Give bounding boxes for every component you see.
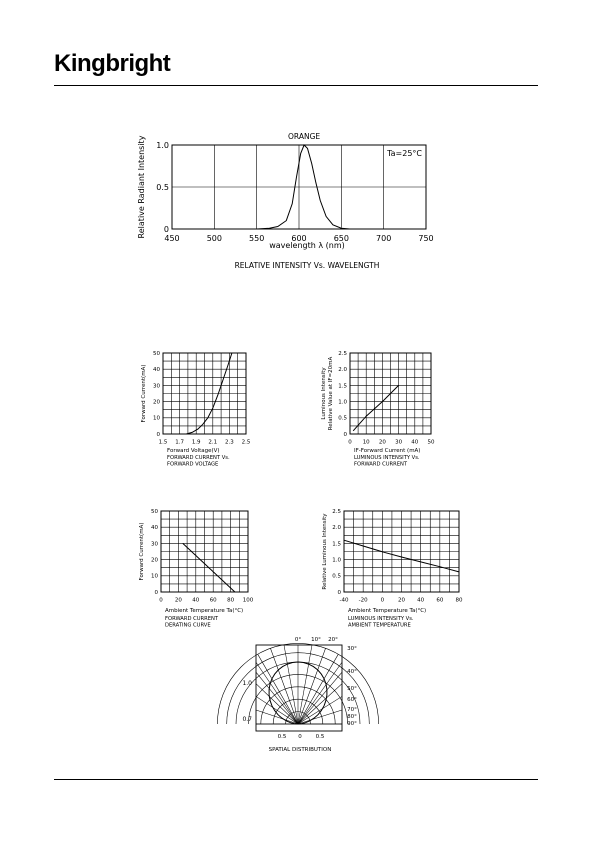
derating-xtick: 20 xyxy=(174,597,182,604)
derating-ytick: 40 xyxy=(151,525,158,532)
spectrum-xtick: 550 xyxy=(249,234,265,243)
spatial-spoke xyxy=(298,662,342,724)
spatial-angle-label: 60° xyxy=(347,697,357,703)
derating-ytick: 10 xyxy=(151,573,158,580)
lumi-temp-ytick: 2.0 xyxy=(332,525,341,532)
derating-ytick: 30 xyxy=(151,541,158,548)
spectrum-xtick: 600 xyxy=(291,234,307,243)
iv-ytick: 50 xyxy=(153,350,160,357)
derating-xtick: 80 xyxy=(227,597,235,604)
lumi-current-ytick: 1.0 xyxy=(338,399,347,406)
iv-ytick: 20 xyxy=(153,399,160,406)
lumi-temp-ytick: 2.5 xyxy=(332,508,341,515)
iv-ytick: 40 xyxy=(153,367,160,374)
spatial-bottom-label: 0.5 xyxy=(277,734,287,740)
spatial-spoke xyxy=(270,648,298,724)
spatial-spoke xyxy=(298,672,342,724)
spatial-angle-label: 0° xyxy=(294,637,302,643)
iv-xtick: 1.5 xyxy=(158,439,168,446)
spectrum-xtick: 450 xyxy=(164,234,180,243)
spatial-angle-label: 10° xyxy=(311,637,321,643)
derating-ytick: 20 xyxy=(151,557,158,564)
derating-xlabel: Ambient Temperature Ta(°C) xyxy=(165,608,244,614)
lumi-temp-xtick: 60 xyxy=(436,597,444,604)
lumi-temp-xlabel: Ambient Temperature Ta(°C) xyxy=(348,608,427,614)
lumi-current-ylabel: Relative Value at IF=20mA xyxy=(328,356,334,431)
iv-xtick: 2.3 xyxy=(225,439,234,446)
spatial-spoke xyxy=(256,696,298,724)
lumi-temp-xtick: 0 xyxy=(380,597,385,604)
spatial-angle-label: 30° xyxy=(347,646,357,652)
lumi-temp-ylabel: Relative Luminous Intensity xyxy=(322,513,328,590)
lumi-current-series-line xyxy=(353,385,398,430)
derating-caption: DERATING CURVE xyxy=(165,622,211,629)
lumi-current-caption: FORWARD CURRENT xyxy=(354,461,408,468)
lumi-temp-caption: LUMINOUS INTENSITY Vs. xyxy=(348,616,414,622)
lumi-current-ytick: 0 xyxy=(343,431,347,438)
spatial-angle-label: 50° xyxy=(347,686,357,692)
lumi-temp-caption: AMBIENT TEMPERATURE xyxy=(348,622,411,629)
lumi-current-ytick: 0.5 xyxy=(338,415,347,422)
spatial-caption: SPATIAL DISTRIBUTION xyxy=(268,747,332,753)
spectrum-ytick: 0 xyxy=(163,224,169,234)
lumi-current-ylabel: Luminous Intensity xyxy=(321,367,327,420)
spatial-spoke xyxy=(256,710,298,724)
iv-ytick: 30 xyxy=(153,383,160,390)
lumi-current-ytick: 2.5 xyxy=(338,350,347,357)
spectrum-ylabel: Relative Radiant Intensity xyxy=(137,135,146,239)
spatial-angle-label: 90° xyxy=(347,721,357,727)
iv-ytick: 0 xyxy=(156,431,160,438)
spectrum-caption: RELATIVE INTENSITY Vs. WAVELENGTH xyxy=(234,261,380,270)
spatial-angle-label: 70° xyxy=(347,707,357,713)
spatial-angle-label: 40° xyxy=(347,669,357,675)
derating-xtick: 60 xyxy=(209,597,217,604)
lumi-temp-xtick: -20 xyxy=(358,597,368,604)
lumi-temp-ytick: 1.5 xyxy=(332,541,341,548)
lumi-current-xtick: 0 xyxy=(348,439,352,446)
lumi-current-caption: LUMINOUS INTENSITY Vs. xyxy=(354,455,420,461)
lumi-temp-xtick: 40 xyxy=(417,597,425,604)
spectrum-xtick: 700 xyxy=(376,234,392,243)
iv-ylabel: Forward Current(mA) xyxy=(141,364,147,423)
spectrum-condition: Ta=25°C xyxy=(387,149,422,158)
spectrum-ytick: 1.0 xyxy=(156,140,169,150)
lumi-current-xtick: 10 xyxy=(362,439,370,446)
lumi-current-xlabel: IF-Forward Current (mA) xyxy=(354,448,421,454)
derating-ylabel: Forward Current(mA) xyxy=(139,522,145,581)
derating-xtick: 40 xyxy=(192,597,200,604)
iv-caption: FORWARD VOLTAGE xyxy=(167,461,219,468)
spatial-radial-label: 1.0 xyxy=(242,680,252,687)
spectrum-xtick: 750 xyxy=(418,234,434,243)
lumi-temp-xtick: -40 xyxy=(339,597,349,604)
iv-xlabel: Forward Voltage(V) xyxy=(167,448,220,454)
lumi-current-xtick: 50 xyxy=(427,439,435,446)
spatial-bottom-label: 0 xyxy=(298,734,302,740)
lumi-temp-xtick: 80 xyxy=(455,597,463,604)
lumi-current-ytick: 1.5 xyxy=(338,383,347,390)
spectrum-annotation: ORANGE xyxy=(288,132,321,141)
spatial-spoke xyxy=(256,672,298,724)
iv-ytick: 10 xyxy=(153,415,160,422)
iv-xtick: 2.1 xyxy=(208,439,218,446)
derating-xtick: 0 xyxy=(159,597,163,604)
iv-xtick: 1.9 xyxy=(191,439,201,446)
spectrum-xtick: 500 xyxy=(206,234,222,243)
lumi-temp-ytick: 1.0 xyxy=(332,557,341,564)
spectrum-ytick: 0.5 xyxy=(156,182,169,192)
spatial-bottom-label: 0.5 xyxy=(315,734,325,740)
spectrum-xlabel: wavelength λ (nm) xyxy=(269,241,345,250)
derating-caption: FORWARD CURRENT xyxy=(165,616,219,622)
lumi-temp-xtick: 20 xyxy=(398,597,405,604)
lumi-current-ytick: 2.0 xyxy=(338,367,347,374)
lumi-current-xtick: 40 xyxy=(411,439,419,446)
lumi-temp-ytick: 0 xyxy=(337,589,341,596)
spatial-angle-label: 20° xyxy=(328,637,338,643)
lumi-temp-ytick: 0.5 xyxy=(332,573,341,580)
brand-logo: Kingbright xyxy=(54,50,171,77)
spatial-spoke xyxy=(298,684,342,724)
spatial-spoke xyxy=(298,696,342,724)
iv-xtick: 1.7 xyxy=(175,439,184,446)
lumi-current-xtick: 20 xyxy=(378,439,386,446)
derating-ytick: 50 xyxy=(151,508,158,515)
derating-xtick: 100 xyxy=(242,597,254,604)
spatial-radial-label: 0.7 xyxy=(242,716,252,723)
iv-xtick: 2.5 xyxy=(241,439,251,446)
spectrum-xtick: 650 xyxy=(333,234,349,243)
derating-ytick: 0 xyxy=(154,589,158,596)
spatial-angle-label: 80° xyxy=(347,714,357,720)
lumi-current-xtick: 30 xyxy=(395,439,403,446)
spatial-spoke xyxy=(298,648,326,724)
iv-caption: FORWARD CURRENT Vs. xyxy=(167,455,230,461)
